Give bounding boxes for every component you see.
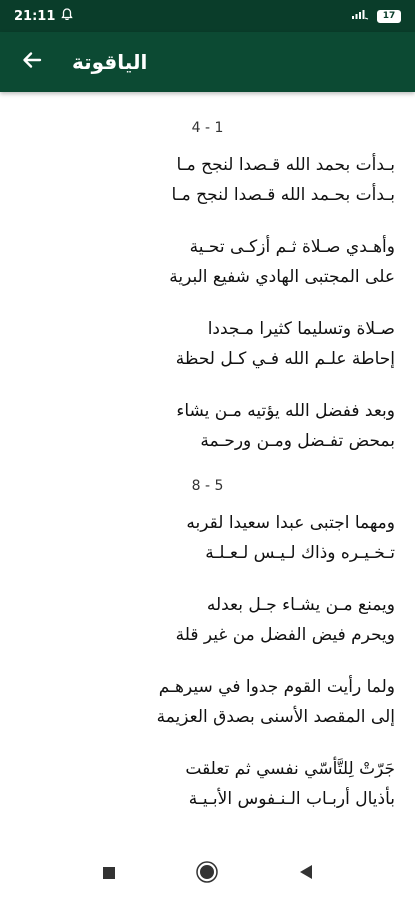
poem-section [20,120,395,456]
status-right [351,8,401,24]
verse-line: بـدأت بحـمد الله قـصدا لنجح مـا [171,185,395,205]
recents-button[interactable] [89,854,129,894]
verse [20,672,395,732]
poem-section [20,478,395,814]
verse-line: وأهـدي صـلاة ثـم أزكـى تحـية [189,237,395,257]
arrow-left-icon [22,50,42,74]
verse [20,754,395,814]
status-time: 21:11 [14,8,56,24]
verse-line: تـخـيـره وذاك لـيـس لـعـلـة [205,543,395,563]
circle-icon [196,861,218,887]
navigation-bar [0,848,415,900]
verse [20,232,395,292]
verse-line: وبعد ففضل الله يؤتيه مـن يشاء [176,401,395,421]
poem-content[interactable] [0,92,415,848]
square-icon [102,865,116,884]
verse-line: صـلاة وتسليما كثيرا مـجددا [207,319,395,339]
section-label: 4 - 1 [191,120,224,136]
back-button[interactable] [16,46,48,78]
alarm-icon [61,8,73,24]
verse-line: إحاطة علـم الله فـي كـل لحظة [175,349,395,369]
status-bar [0,0,415,32]
system-back-button[interactable] [286,854,326,894]
battery-indicator: 17 [377,10,401,23]
verse [20,590,395,650]
verse-line: بـدأت بحمد الله قـصدا لنجح مـا [176,155,395,175]
status-left [14,8,73,24]
verse-line: على المجتبى الهادي شفيع البرية [169,267,395,287]
verse [20,396,395,456]
signal-icon [351,8,369,24]
app-bar [0,32,415,92]
page-title: الياقوتة [72,50,148,74]
triangle-icon [299,864,313,884]
verse-line: ويحرم فيض الفضل من غير قلة [175,625,395,645]
verse-line: بأذيال أربـاب الـنـفوس الأبـيـة [188,789,395,809]
verse [20,508,395,568]
section-label: 8 - 5 [191,478,224,494]
verse [20,150,395,210]
verse-line: جَرّتْ لِلتَّأسّي نفسي ثم تعلقت [185,759,395,779]
verse [20,314,395,374]
home-button[interactable] [187,854,227,894]
verse-line: ولما رأيت القوم جدوا في سيرهـم [158,677,395,697]
verse-line: ومهما اجتبى عبدا سعيدا لقربه [186,513,395,533]
verse-line: بمحض تفـضل ومـن ورحـمة [200,431,395,451]
verse-line: ويمنع مـن يشـاء جـل بعدله [206,595,395,615]
verse-line: إلى المقصد الأسنى بصدق العزيمة [156,707,395,727]
